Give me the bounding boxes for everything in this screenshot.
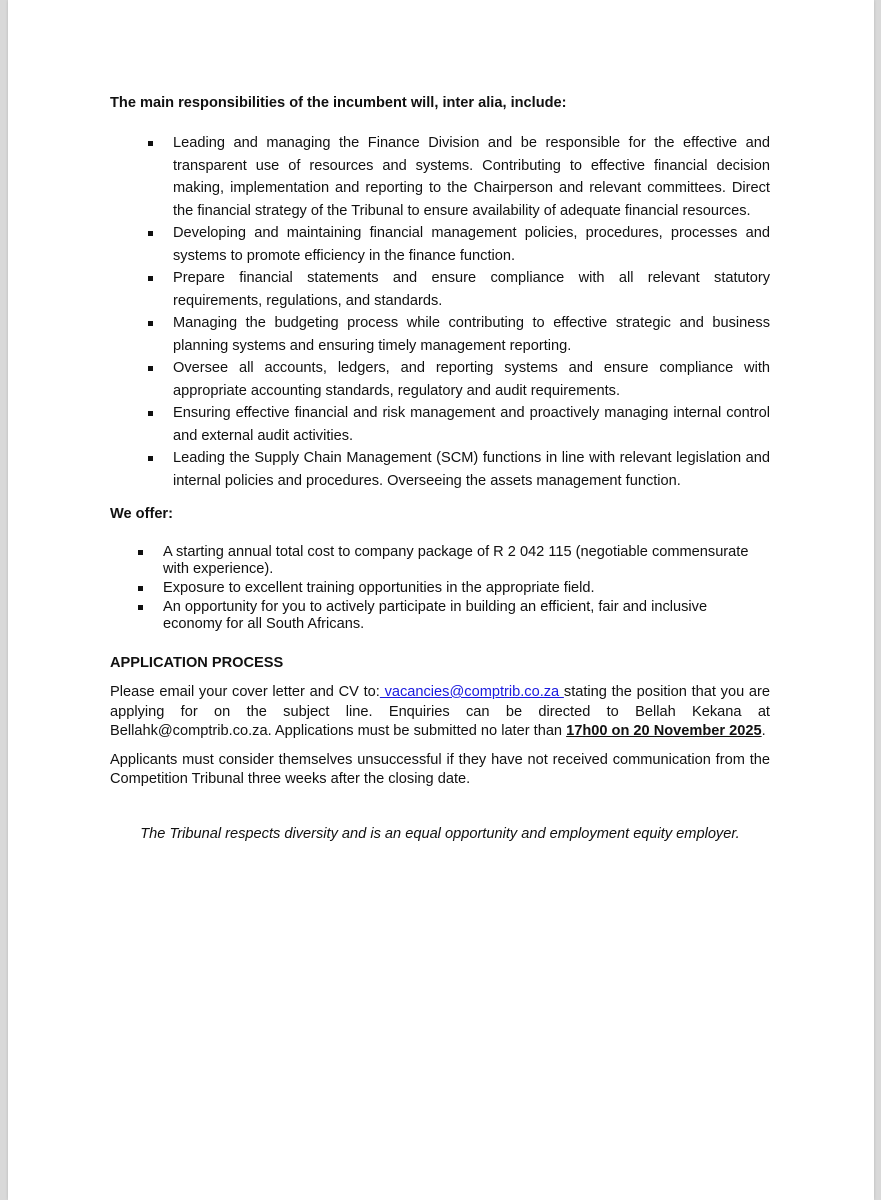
square-bullet-icon (148, 411, 153, 416)
application-intro: Please email your cover letter and CV to: (110, 684, 380, 700)
square-bullet-icon (138, 550, 143, 555)
list-item-text: Leading the Supply Chain Management (SCM) functions in line with relevant legislation and internal policies and procedures. Overseeing the assets management function. (173, 450, 770, 489)
email-link[interactable]: vacancies@comptrib.co.za (379, 684, 564, 700)
offer-list (110, 544, 770, 633)
list-item-text: A starting annual total cost to company package of R 2 042 115 (negotiable commensurate with experience). (163, 544, 749, 577)
list-item (110, 357, 770, 402)
list-item (110, 222, 770, 267)
square-bullet-icon (138, 605, 143, 610)
document-content (110, 93, 770, 844)
deadline-text: 17h00 on 20 November 2025 (566, 723, 762, 739)
unsuccessful-notice: Applicants must consider themselves unsuccessful if they have not received communication from the Competition Tribunal three weeks after the closing date. (110, 751, 770, 787)
application-middle: stating the position that you are applying for on the subject line. Enquiries can be directed to Bellah Kekana at Bellahk@comptrib.co.za. Applications must be submitted no later than (110, 684, 771, 739)
square-bullet-icon (148, 141, 153, 146)
document-page (8, 0, 874, 1200)
list-item-text: Developing and maintaining financial management policies, procedures, processes and systems to promote efficiency in the finance function. (173, 225, 770, 264)
square-bullet-icon (138, 586, 143, 591)
square-bullet-icon (148, 456, 153, 461)
square-bullet-icon (148, 321, 153, 326)
square-bullet-icon (148, 366, 153, 371)
list-item (110, 132, 770, 222)
list-item-text: Oversee all accounts, ledgers, and reporting systems and ensure compliance with appropriate accounting standards, regulatory and audit requirements. (173, 360, 770, 399)
equity-statement: The Tribunal respects diversity and is an equal opportunity and employment equity employer. (140, 825, 740, 842)
list-item-text: Ensuring effective financial and risk management and proactively managing internal control and external audit activities. (173, 405, 770, 444)
offer-heading: We offer: (110, 506, 173, 522)
responsibilities-heading: The main responsibilities of the incumbent will, inter alia, include: (110, 95, 567, 111)
list-item (110, 447, 770, 492)
list-item-text: Leading and managing the Finance Division and be responsible for the effective and transparent use of resources and systems. Contributing to effective financial decision making, implementation and reporting to the Chairperson and relevant committees. Direct the financial strategy of the Tribunal to ensure availability of adequate financial resources. (173, 135, 770, 219)
application-end: . (761, 723, 766, 739)
list-item-text: Prepare financial statements and ensure compliance with all relevant statutory requirements, regulations, and standards. (173, 270, 770, 309)
list-item (110, 599, 770, 633)
square-bullet-icon (148, 231, 153, 236)
application-heading: APPLICATION PROCESS (110, 655, 284, 671)
list-item-text: Managing the budgeting process while contributing to effective strategic and business planning systems and ensuring timely management reporting. (173, 315, 770, 354)
list-item (110, 544, 770, 578)
list-item (110, 402, 770, 447)
list-item-text: Exposure to excellent training opportunities in the appropriate field. (163, 580, 595, 596)
square-bullet-icon (148, 276, 153, 281)
responsibilities-list (110, 132, 770, 492)
list-item (110, 580, 770, 597)
list-item-text: An opportunity for you to actively participate in building an efficient, fair and inclusive economy for all South Africans. (163, 599, 708, 632)
list-item (110, 312, 770, 357)
list-item (110, 267, 770, 312)
application-paragraph (110, 683, 770, 742)
